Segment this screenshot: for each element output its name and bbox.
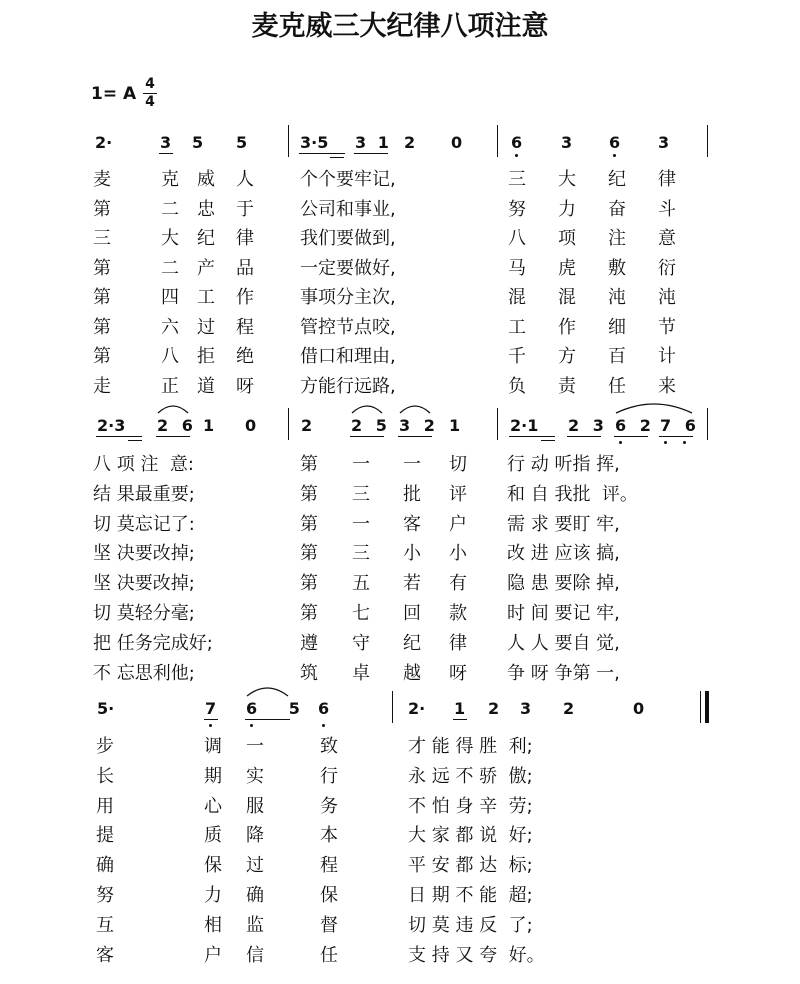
lyric-text: 一 bbox=[403, 454, 421, 475]
lyric-text: 任 bbox=[320, 944, 338, 966]
lyric-text: 节 bbox=[658, 316, 676, 338]
slur bbox=[245, 684, 290, 697]
lyric-text: 结 果最重要; bbox=[93, 483, 195, 505]
barline bbox=[288, 125, 289, 157]
lyric-text: 三 bbox=[352, 543, 370, 565]
lyric-text: 任 bbox=[608, 375, 626, 397]
time-signature bbox=[143, 77, 157, 110]
lyric-text: 日 期 不 能 超; bbox=[408, 885, 533, 906]
lyric-text: 沌 bbox=[658, 287, 676, 308]
note: 2·1 bbox=[510, 416, 539, 435]
note: 2 bbox=[404, 133, 416, 152]
lyric-text: 走 bbox=[93, 375, 111, 397]
lyric-text: 人 bbox=[236, 169, 254, 190]
lyric-text: 实 bbox=[246, 765, 264, 787]
lyric-text: 有 bbox=[449, 573, 467, 595]
lyric-text: 力 bbox=[558, 198, 576, 220]
lyric-text: 虎 bbox=[558, 257, 576, 279]
note: 2 bbox=[488, 699, 500, 718]
lyric-text: 我们要做到, bbox=[300, 228, 396, 249]
note: 2 bbox=[563, 699, 575, 718]
lyric-text: 批 bbox=[403, 483, 421, 505]
lyric-text: 项 bbox=[558, 228, 576, 249]
lyric-text: 第 bbox=[93, 287, 111, 308]
lyric-text: 切 bbox=[449, 454, 467, 475]
lyric-text: 工 bbox=[508, 316, 526, 338]
lyric-text: 不 怕 身 辛 劳; bbox=[408, 795, 533, 817]
lyric-text: 沌 bbox=[608, 287, 626, 308]
lyric-text: 四工 bbox=[161, 287, 233, 308]
lyric-text: 筑 bbox=[300, 662, 318, 684]
lyric-text: 小 bbox=[449, 543, 467, 565]
lyric-text: 才 能 得 胜 利; bbox=[408, 736, 533, 757]
lyric-text: 程 bbox=[236, 316, 254, 338]
lyric-text: 律 bbox=[236, 228, 254, 249]
note: 3 2 bbox=[399, 416, 439, 435]
final-barline-thin bbox=[700, 691, 701, 723]
lyric-text: 品 bbox=[236, 257, 254, 279]
note: 3 bbox=[658, 133, 670, 152]
lyric-text: 个个要牢记, bbox=[300, 169, 396, 190]
time-signature-top: 4 bbox=[145, 76, 155, 92]
note: 6 2 bbox=[615, 416, 655, 435]
lyric-text: 隐 患 要除 掉, bbox=[507, 573, 620, 595]
lyric-text: 麦 bbox=[93, 169, 111, 190]
lyric-text: 长 bbox=[96, 765, 114, 787]
lyric-text: 督 bbox=[320, 914, 338, 936]
lyric-text: 衍 bbox=[658, 257, 676, 279]
note: 5 bbox=[236, 133, 248, 152]
lyric-text: 努 bbox=[96, 885, 114, 906]
note: 0 bbox=[633, 699, 645, 718]
barline bbox=[707, 408, 708, 440]
lyric-text: 切 莫 违 反 了; bbox=[408, 914, 533, 936]
note: 0 bbox=[451, 133, 463, 152]
note: 1 bbox=[203, 416, 215, 435]
lyric-text: 行 bbox=[320, 765, 338, 787]
lyric-text: 款 bbox=[449, 603, 467, 624]
song-title: 麦克威三大纪律八项注意 bbox=[251, 11, 549, 42]
note: 6 5 bbox=[246, 699, 313, 718]
lyric-text: 程 bbox=[320, 855, 338, 877]
lyric-text: 一 bbox=[352, 513, 370, 535]
note: 3 bbox=[160, 133, 172, 152]
lyric-text: 务 bbox=[320, 795, 338, 817]
lyric-text: 信 bbox=[246, 944, 264, 966]
lyric-text: 本 bbox=[320, 825, 338, 847]
lyric-text: 把 任务完成好; bbox=[93, 632, 213, 654]
lyric-text: 第 bbox=[93, 198, 111, 220]
lyric-text: 纪 bbox=[608, 169, 626, 190]
lyric-text: 千 bbox=[508, 346, 526, 367]
lyric-text: 永 远 不 骄 傲; bbox=[408, 765, 533, 787]
slur bbox=[398, 402, 432, 414]
lyric-text: 斗 bbox=[658, 198, 676, 220]
lyric-text: 第 bbox=[300, 454, 318, 475]
slur bbox=[350, 402, 384, 414]
lyric-text: 克威 bbox=[161, 169, 233, 190]
lyric-text: 律 bbox=[449, 632, 467, 654]
lyric-text: 支 持 又 夸 好。 bbox=[408, 944, 545, 966]
lyric-text: 注 bbox=[608, 228, 626, 249]
lyric-text: 不 忘思利他; bbox=[93, 662, 195, 684]
lyric-text: 呀 bbox=[236, 375, 254, 397]
lyric-text: 服 bbox=[246, 795, 264, 817]
note: 7 bbox=[205, 699, 217, 718]
lyric-text: 客 bbox=[96, 944, 114, 966]
note: 1 bbox=[454, 699, 466, 718]
lyric-text: 七 bbox=[352, 603, 370, 624]
lyric-text: 百 bbox=[608, 346, 626, 367]
lyric-text: 坚 决要改掉; bbox=[93, 573, 195, 595]
lyric-text: 三 bbox=[93, 228, 111, 249]
lyric-text: 第 bbox=[93, 316, 111, 338]
note: 1 bbox=[449, 416, 461, 435]
lyric-text: 切 莫忘记了: bbox=[93, 513, 195, 535]
note: 2· bbox=[408, 699, 426, 718]
lyric-text: 第 bbox=[300, 513, 318, 535]
time-signature-bottom: 4 bbox=[145, 94, 155, 110]
slur bbox=[614, 400, 694, 414]
lyric-text: 来 bbox=[658, 375, 676, 397]
lyric-text: 大 家 都 说 好; bbox=[408, 825, 533, 847]
lyric-text: 调 bbox=[204, 736, 222, 757]
final-barline-thick bbox=[705, 691, 709, 723]
lyric-text: 正道 bbox=[161, 375, 233, 397]
lyric-text: 期 bbox=[204, 765, 222, 787]
lyric-text: 作 bbox=[236, 287, 254, 308]
note: 3 1 bbox=[355, 133, 392, 152]
lyric-text: 用 bbox=[96, 795, 114, 817]
note: 6 bbox=[609, 133, 621, 152]
lyric-text: 确 bbox=[246, 885, 264, 906]
barline bbox=[497, 408, 498, 440]
lyric-text: 和 自 我批 评。 bbox=[507, 483, 638, 505]
note: 7 6 bbox=[660, 416, 700, 435]
note: 2 3 bbox=[568, 416, 608, 435]
lyric-text: 方 bbox=[558, 346, 576, 367]
note: 2 bbox=[301, 416, 313, 435]
lyric-text: 纪 bbox=[403, 632, 421, 654]
lyric-text: 行 动 听指 挥, bbox=[507, 454, 620, 475]
lyric-text: 力 bbox=[204, 885, 222, 906]
lyric-text: 致 bbox=[320, 736, 338, 757]
lyric-text: 奋 bbox=[608, 198, 626, 220]
lyric-text: 改 进 应该 搞, bbox=[507, 543, 620, 565]
lyric-text: 第 bbox=[300, 543, 318, 565]
lyric-text: 一 bbox=[246, 736, 264, 757]
lyric-text: 负 bbox=[508, 375, 526, 397]
lyric-text: 六过 bbox=[161, 316, 233, 338]
lyric-text: 第 bbox=[300, 603, 318, 624]
note: 2 5 bbox=[351, 416, 391, 435]
lyric-text: 小 bbox=[403, 543, 421, 565]
lyric-text: 质 bbox=[204, 825, 222, 847]
lyric-text: 一定要做好, bbox=[300, 257, 396, 279]
lyric-text: 第 bbox=[93, 346, 111, 367]
note: 2·3 bbox=[97, 416, 126, 435]
lyric-text: 互 bbox=[96, 914, 114, 936]
lyric-text: 八拒 bbox=[161, 346, 233, 367]
lyric-text: 公司和事业, bbox=[300, 198, 396, 220]
lyric-text: 细 bbox=[608, 316, 626, 338]
lyric-text: 切 莫轻分毫; bbox=[93, 603, 195, 624]
note: 2· bbox=[95, 133, 113, 152]
lyric-text: 需 求 要盯 牢, bbox=[507, 513, 620, 535]
lyric-text: 人 人 要自 觉, bbox=[507, 632, 620, 654]
lyric-text: 责 bbox=[558, 375, 576, 397]
lyric-text: 借口和理由, bbox=[300, 346, 396, 367]
lyric-text: 计 bbox=[658, 346, 676, 367]
note: 5 bbox=[192, 133, 204, 152]
lyric-text: 相 bbox=[204, 914, 222, 936]
lyric-text: 步 bbox=[96, 736, 114, 757]
lyric-text: 一 bbox=[352, 454, 370, 475]
slur bbox=[156, 402, 190, 414]
lyric-text: 若 bbox=[403, 573, 421, 595]
barline bbox=[707, 125, 708, 157]
barline bbox=[392, 691, 393, 723]
lyric-text: 提 bbox=[96, 825, 114, 847]
lyric-text: 评 bbox=[449, 483, 467, 505]
lyric-text: 呀 bbox=[449, 662, 467, 684]
lyric-text: 意 bbox=[658, 228, 676, 249]
lyric-text: 监 bbox=[246, 914, 264, 936]
note: 3 bbox=[561, 133, 573, 152]
lyric-text: 户 bbox=[449, 513, 467, 535]
lyric-text: 时 间 要记 牢, bbox=[507, 603, 620, 624]
note: 6 bbox=[318, 699, 330, 718]
lyric-text: 努 bbox=[508, 198, 526, 220]
lyric-text: 三 bbox=[352, 483, 370, 505]
lyric-text: 保 bbox=[320, 885, 338, 906]
lyric-text: 户 bbox=[204, 944, 222, 966]
lyric-text: 方能行远路, bbox=[300, 375, 396, 397]
lyric-text: 第 bbox=[300, 483, 318, 505]
lyric-text: 平 安 都 达 标; bbox=[408, 855, 533, 877]
key-signature: 1= A bbox=[91, 84, 137, 104]
lyric-text: 回 bbox=[403, 603, 421, 624]
lyric-text: 五 bbox=[352, 573, 370, 595]
lyric-text: 大纪 bbox=[161, 228, 233, 249]
barline bbox=[288, 408, 289, 440]
lyric-text: 管控节点咬, bbox=[300, 316, 396, 338]
lyric-text: 守 bbox=[352, 632, 370, 654]
lyric-text: 第 bbox=[300, 573, 318, 595]
lyric-text: 第 bbox=[93, 257, 111, 279]
note: 3·5 bbox=[300, 133, 329, 152]
lyric-text: 事项分主次, bbox=[300, 287, 396, 308]
lyric-text: 大 bbox=[558, 169, 576, 190]
lyric-text: 确 bbox=[96, 855, 114, 877]
lyric-text: 八 bbox=[508, 228, 526, 249]
lyric-text: 马 bbox=[508, 257, 526, 279]
lyric-text: 客 bbox=[403, 513, 421, 535]
lyric-text: 混 bbox=[508, 287, 526, 308]
note: 6 bbox=[511, 133, 523, 152]
lyric-text: 越 bbox=[403, 662, 421, 684]
lyric-text: 八 项 注 意: bbox=[93, 454, 194, 475]
lyric-text: 敷 bbox=[608, 257, 626, 279]
lyric-text: 于 bbox=[236, 198, 254, 220]
lyric-text: 保 bbox=[204, 855, 222, 877]
lyric-text: 律 bbox=[658, 169, 676, 190]
lyric-text: 过 bbox=[246, 855, 264, 877]
note: 0 bbox=[245, 416, 257, 435]
note: 3 bbox=[520, 699, 532, 718]
lyric-text: 遵 bbox=[300, 632, 318, 654]
lyric-text: 二忠 bbox=[161, 198, 233, 220]
lyric-text: 坚 决要改掉; bbox=[93, 543, 195, 565]
lyric-text: 心 bbox=[204, 795, 222, 817]
note: 5· bbox=[97, 699, 115, 718]
lyric-text: 二产 bbox=[161, 257, 233, 279]
lyric-text: 争 呀 争第 一, bbox=[507, 662, 620, 684]
barline bbox=[497, 125, 498, 157]
lyric-text: 作 bbox=[558, 316, 576, 338]
lyric-text: 卓 bbox=[352, 662, 370, 684]
lyric-text: 降 bbox=[246, 825, 264, 847]
lyric-text: 绝 bbox=[236, 346, 254, 367]
note: 2 6 bbox=[157, 416, 197, 435]
lyric-text: 混 bbox=[558, 287, 576, 308]
lyric-text: 三 bbox=[508, 169, 526, 190]
